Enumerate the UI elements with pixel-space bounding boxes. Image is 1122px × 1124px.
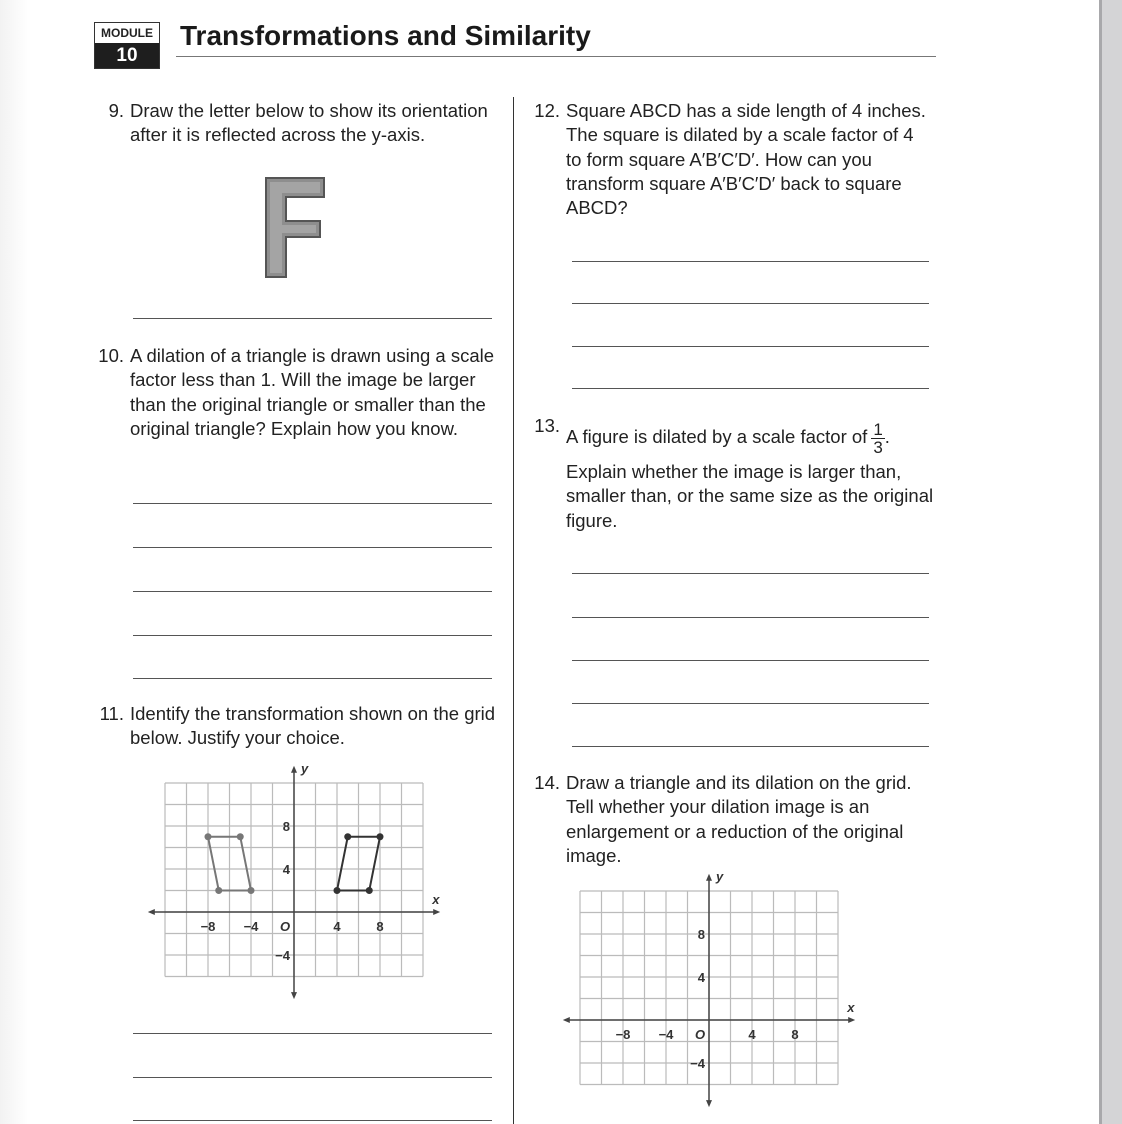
- x-axis-label: x: [847, 1000, 855, 1015]
- question-number: 11.: [99, 703, 124, 724]
- question-text: Identify the transformation shown on the grid below. Justify your choice.: [130, 703, 496, 749]
- question-number: 9.: [108, 100, 124, 121]
- answer-line[interactable]: [133, 1120, 492, 1121]
- x-tick-label: −8: [200, 919, 216, 934]
- answer-line[interactable]: [572, 346, 929, 347]
- answer-line[interactable]: [572, 303, 929, 304]
- question-text: Draw a triangle and its dilation on the grid. Tell whether your dilation image is an enlargement or a reduction of the original image.: [566, 772, 912, 866]
- answer-line[interactable]: [133, 591, 492, 592]
- answer-line[interactable]: [133, 547, 492, 548]
- vertex-point: [237, 833, 244, 840]
- answer-line[interactable]: [572, 746, 929, 747]
- question-number: 13.: [534, 415, 560, 436]
- fraction-numerator: 1: [873, 419, 883, 439]
- letter-f-figure: [262, 175, 328, 281]
- x-tick-label: −8: [615, 1027, 631, 1042]
- x-tick-label: −4: [658, 1027, 674, 1042]
- question-text-part: Explain whether the image is larger than, smaller than, or the same size as the original figure.: [566, 461, 934, 531]
- vertex-point: [366, 887, 373, 894]
- y-axis-arrow: [291, 766, 297, 773]
- page-right-edge: [1099, 0, 1122, 1124]
- y-axis-label: y: [716, 869, 724, 885]
- answer-line[interactable]: [133, 1033, 492, 1034]
- answer-line[interactable]: [133, 635, 492, 636]
- y-tick-label: 8: [697, 927, 705, 942]
- question-text: Draw the letter below to show its orientation after it is reflected across the y-axis.: [130, 100, 488, 146]
- x-axis-arrow: [563, 1017, 570, 1023]
- x-tick-label: 8: [376, 919, 384, 934]
- question-number: 12.: [534, 100, 560, 121]
- coordinate-grid-q11: [140, 760, 450, 1000]
- vertex-point: [248, 887, 255, 894]
- y-tick-label: 8: [282, 819, 290, 834]
- question-text: A dilation of a triangle is drawn using a scale factor less than 1. Will the image be larger than the original triangle or smaller than the original triangle? Explain how you know.: [130, 345, 495, 439]
- y-axis-label: y: [301, 761, 309, 777]
- answer-line[interactable]: [572, 703, 929, 704]
- vertex-point: [344, 833, 351, 840]
- question-10: [94, 344, 504, 441]
- x-tick-label: 4: [748, 1027, 756, 1042]
- page-left-shadow: [0, 0, 28, 1124]
- answer-line[interactable]: [133, 503, 492, 504]
- column-divider: [513, 97, 514, 1124]
- y-tick-label: 4: [282, 862, 290, 877]
- y-axis-arrow: [706, 874, 712, 881]
- y-axis-arrow: [291, 992, 297, 999]
- question-text-part: A figure is dilated by a scale factor of: [566, 426, 868, 447]
- answer-line[interactable]: [572, 573, 929, 574]
- module-badge: [94, 22, 160, 69]
- vertex-point: [205, 833, 212, 840]
- answer-line[interactable]: [572, 660, 929, 661]
- answer-line[interactable]: [133, 318, 492, 319]
- y-tick-label: −4: [690, 1056, 705, 1071]
- origin-label: O: [695, 1027, 706, 1042]
- title-rule: [176, 56, 936, 57]
- question-14: [530, 771, 930, 868]
- module-label: MODULE: [101, 26, 153, 40]
- y-axis-arrow: [706, 1100, 712, 1107]
- y-tick-label: −4: [275, 948, 290, 963]
- question-number: 10.: [98, 345, 124, 366]
- question-number: 14.: [534, 772, 560, 793]
- x-axis-arrow: [148, 909, 155, 915]
- answer-line[interactable]: [572, 261, 929, 262]
- answer-line[interactable]: [572, 388, 929, 389]
- question-text: Square ABCD has a side length of 4 inches. The square is dilated by a scale factor of 4 to form square A′B′C′D′. How can you transform square A′B′C′D′ back to square ABCD?: [566, 100, 926, 219]
- question-11: [94, 702, 504, 751]
- module-number: 10: [95, 43, 159, 68]
- question-9: [94, 99, 494, 148]
- y-tick-label: 4: [697, 970, 705, 985]
- question-13: [530, 414, 940, 533]
- vertex-point: [334, 887, 341, 894]
- fraction: [871, 421, 884, 456]
- page-title: Transformations and Similarity: [180, 20, 591, 51]
- vertex-point: [377, 833, 384, 840]
- x-tick-label: −4: [243, 919, 259, 934]
- coordinate-grid-q14[interactable]: [555, 868, 865, 1108]
- answer-line[interactable]: [133, 678, 492, 679]
- x-axis-arrow: [433, 909, 440, 915]
- fraction-denominator: 3: [873, 437, 883, 457]
- x-axis-arrow: [848, 1017, 855, 1023]
- x-tick-label: 4: [333, 919, 341, 934]
- x-axis-label: x: [432, 892, 440, 907]
- answer-line[interactable]: [572, 617, 929, 618]
- vertex-point: [215, 887, 222, 894]
- question-text: A figure is dilated by a scale factor of $\frac{1}{3}$ . Explain whether the image is larger than, smaller than, or the same size as the original figure.: [566, 414, 940, 533]
- origin-label: O: [280, 919, 291, 934]
- answer-line[interactable]: [133, 1077, 492, 1078]
- question-12: [530, 99, 930, 220]
- x-tick-label: 8: [791, 1027, 799, 1042]
